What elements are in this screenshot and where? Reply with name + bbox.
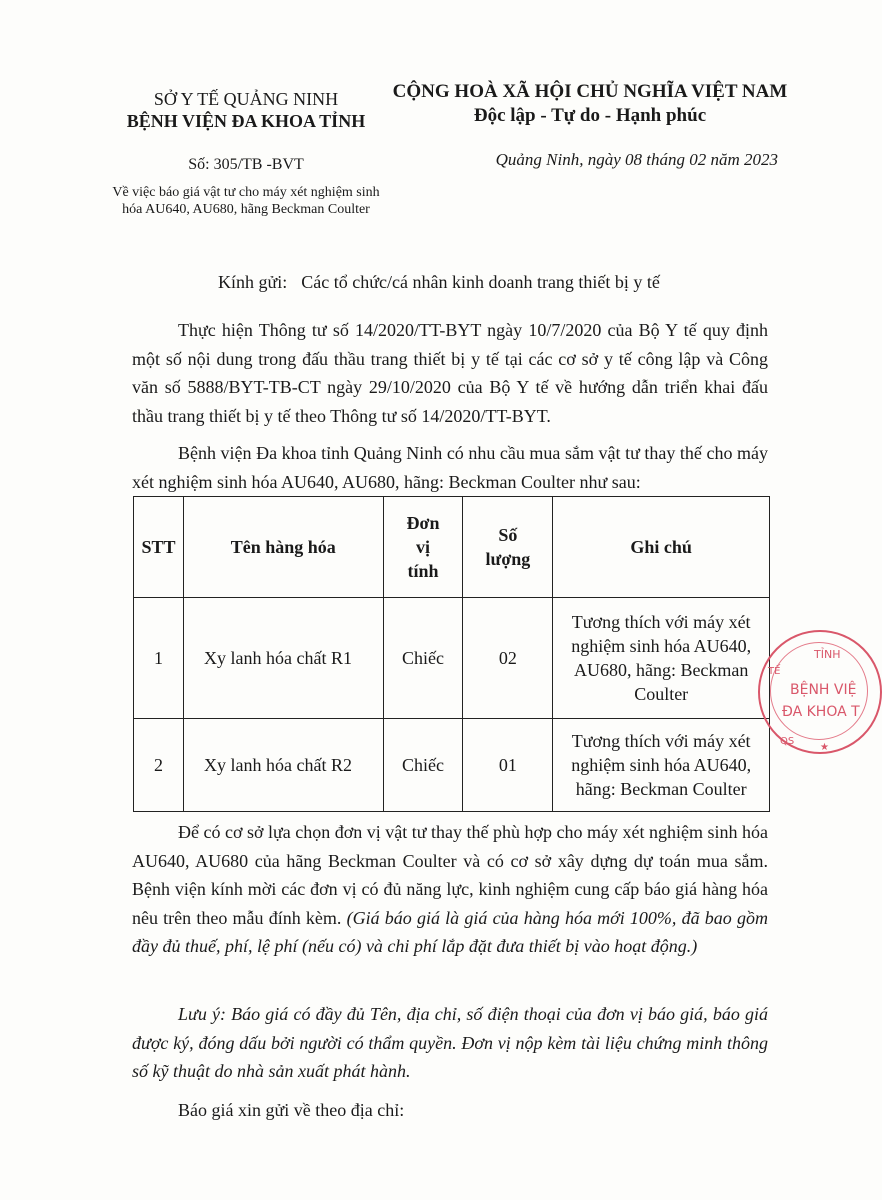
cell-stt: 1 (134, 598, 184, 719)
paragraph-intro (132, 316, 768, 430)
paragraph-intro-text: Thực hiện Thông tư số 14/2020/TT-BYT ngày 10/7/2020 của Bộ Y tế quy định một số nội dung trong đấu thầu trang thiết bị y tế tại các cơ sở y tế công lập và Công văn số 5888/BYT-TB-CT ngày 29/10/2020 của Bộ Y tế về hướng dẫn triển khai đấu thầu trang thiết bị y tế theo Thông tư số 14/2020/TT-BYT. (132, 320, 768, 426)
document-number: Số: 305/TB -BVT (188, 156, 304, 173)
recipient-text: Các tổ chức/cá nhân kinh doanh trang thiết bị y tế (301, 272, 660, 292)
paragraph-address-text: Báo giá xin gửi về theo địa chỉ: (178, 1100, 405, 1120)
header-note: Ghi chú (553, 497, 770, 598)
paragraph-need (132, 439, 768, 496)
seal-line1: BỆNH VIỆ (790, 682, 857, 698)
items-table (133, 496, 770, 812)
seal-bottom-text: QS (780, 736, 795, 747)
national-motto: Độc lập - Tự do - Hạnh phúc (473, 105, 707, 126)
header-unit-line3: tính (407, 561, 439, 581)
table-header-row (134, 497, 770, 598)
table-row (134, 719, 770, 812)
seal-top-text: TỈNH (814, 648, 841, 661)
cell-item-name: Xy lanh hóa chất R2 (183, 719, 383, 812)
paragraph-need-text: Bệnh viện Đa khoa tỉnh Quảng Ninh có nhu cầu mua sắm vật tư thay thế cho máy xét nghiệm sinh hóa AU640, AU680, hãng: Beckman Coulter như sau: (132, 443, 768, 492)
paragraph-invitation (132, 818, 768, 961)
document-subject: Về việc báo giá vật tư cho máy xét nghiệm sinh hóa AU640, AU680, hãng Beckman Coulter (112, 185, 380, 217)
official-seal (758, 630, 882, 754)
country-name: CỘNG HOÀ XÃ HỘI CHỦ NGHĨA VIỆT NAM (392, 81, 788, 102)
paragraph-notice-text: Lưu ý: Báo giá có đầy đủ Tên, địa chỉ, số điện thoại của đơn vị báo giá, báo giá được ký, đóng dấu bởi người có thẩm quyền. Đơn vị nộp kèm tài liệu chứng minh thông số kỹ thuật do nhà sản xuất phát hành. (132, 1004, 768, 1081)
cell-unit: Chiếc (383, 719, 463, 812)
hospital-name: BỆNH VIỆN ĐA KHOA TỈNH (126, 111, 366, 131)
header-left (96, 88, 396, 218)
cell-quantity: 01 (463, 719, 553, 812)
header-unit (383, 497, 463, 598)
cell-unit: Chiếc (383, 598, 463, 719)
cell-item-name: Xy lanh hóa chất R1 (183, 598, 383, 719)
seal-star-icon: ★ (820, 742, 829, 753)
table-row (134, 598, 770, 719)
header-unit-line2: vị (416, 537, 431, 557)
header-stt: STT (134, 497, 184, 598)
header-unit-line1: Đơn (406, 513, 440, 533)
document-date: Quảng Ninh, ngày 08 tháng 02 năm 2023 (495, 150, 778, 169)
header-right (390, 80, 790, 170)
cell-note: Tương thích với máy xét nghiệm sinh hóa AU640, AU680, hãng: Beckman Coulter (553, 598, 770, 719)
seal-left-text: TẾ (768, 666, 781, 677)
header-item-name: Tên hàng hóa (183, 497, 383, 598)
header-quantity-line1: Số (498, 525, 518, 545)
header-quantity-line2: lượng (485, 549, 531, 569)
paragraph-notice (132, 1000, 768, 1086)
header-quantity (463, 497, 553, 598)
recipient-line (218, 272, 660, 293)
department-name: SỞ Y TẾ QUẢNG NINH (153, 89, 339, 109)
paragraph-invitation-text: Để có cơ sở lựa chọn đơn vị vật tư thay thế phù hợp cho máy xét nghiệm sinh hóa AU640, AU680 của hãng Beckman Coulter và có cơ sở xây dựng dự toán mua sắm. Bệnh viện kính mời các đơn vị có đủ năng lực, kinh nghiệm cung cấp báo giá hàng hóa nêu trên theo mẫu đính kèm. (132, 822, 768, 928)
paragraph-invitation-note: (Giá báo giá là giá của hàng hóa mới 100%, đã bao gồm đầy đủ thuế, phí, lệ phí (nếu có) và chi phí lắp đặt đưa thiết bị vào hoạt động.) (132, 907, 768, 956)
cell-note: Tương thích với máy xét nghiệm sinh hóa AU640, hãng: Beckman Coulter (553, 719, 770, 812)
recipient-label: Kính gửi: (218, 272, 288, 292)
paragraph-address (132, 1096, 768, 1125)
cell-stt: 2 (134, 719, 184, 812)
seal-line2: ĐA KHOA T (782, 704, 860, 720)
cell-quantity: 02 (463, 598, 553, 719)
